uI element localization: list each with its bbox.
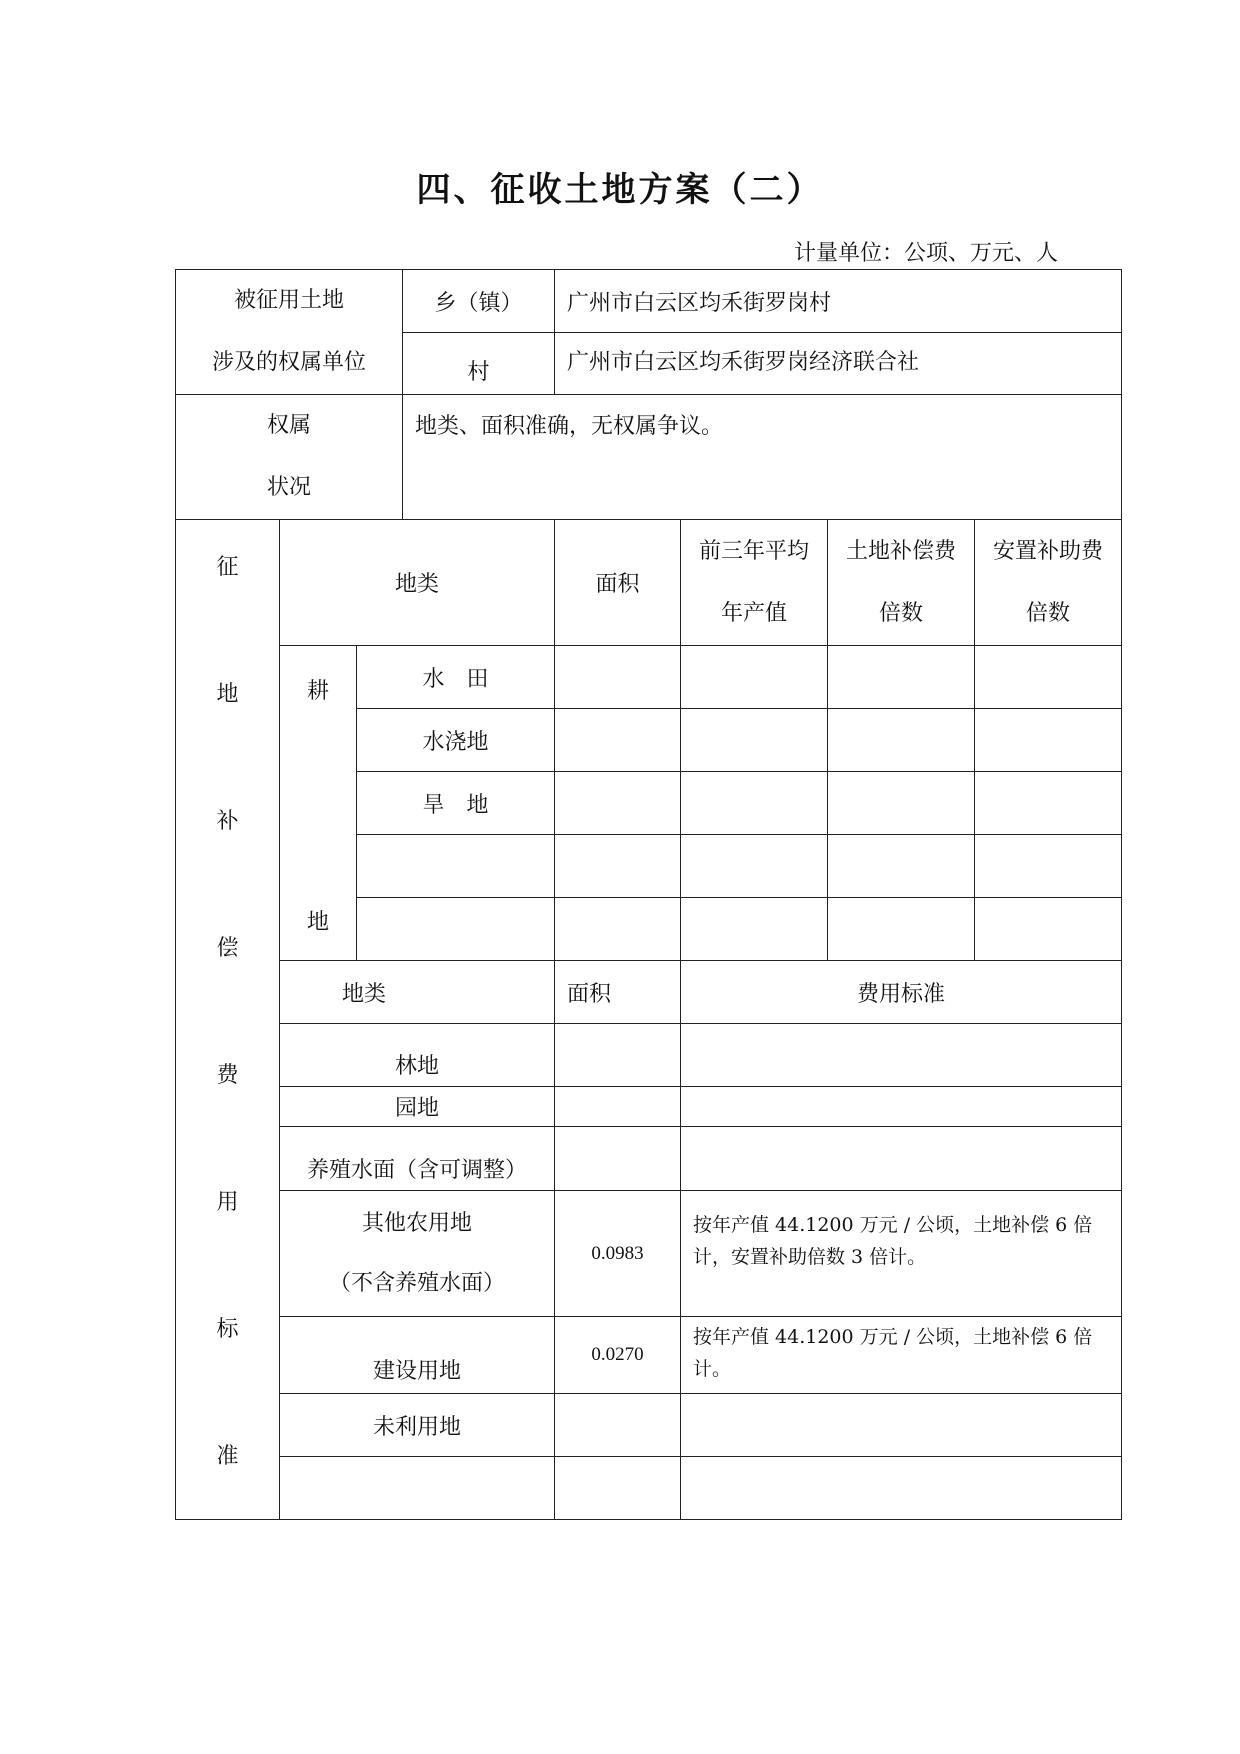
land-type: 林地 xyxy=(280,1024,555,1087)
land-type: 园地 xyxy=(280,1087,555,1127)
header2-area: 面积 xyxy=(555,961,681,1024)
cultivated-type xyxy=(357,835,555,898)
cell xyxy=(975,898,1122,961)
avg-output-line-2: 年产值 xyxy=(720,600,787,626)
land-type: 建设用地 xyxy=(280,1317,555,1394)
land-area: 0.0270 xyxy=(555,1317,681,1394)
cell xyxy=(681,835,828,898)
side-char-4: 偿 xyxy=(216,936,239,961)
village-value: 广州市白云区均禾街罗岗经济联合社 xyxy=(555,333,1122,395)
land-type-other-agri xyxy=(280,1191,555,1317)
header2-standard: 费用标准 xyxy=(681,961,1122,1024)
cell xyxy=(555,709,681,772)
header2-land-type: 地类 xyxy=(280,961,555,1024)
owner-label-line-1: 被征用土地 xyxy=(233,288,344,313)
resettle-multiple-line-1: 安置补助费 xyxy=(993,538,1104,564)
land-standard xyxy=(681,1087,1122,1127)
cell xyxy=(975,772,1122,835)
land-type-line-2: （不含养殖水面） xyxy=(328,1270,505,1296)
cell xyxy=(555,646,681,709)
cultivated-char-2: 地 xyxy=(306,910,329,935)
land-standard xyxy=(681,1457,1122,1520)
land-multiple-line-1: 土地补偿费 xyxy=(845,538,956,564)
table-row xyxy=(176,646,1122,709)
ownership-status-label xyxy=(176,395,403,520)
ownership-status-value: 地类、面积准确，无权属争议。 xyxy=(403,395,1122,520)
header-land-multiple xyxy=(828,520,975,646)
cell xyxy=(681,898,828,961)
cultivated-type: 水浇地 xyxy=(357,709,555,772)
header-resettle-multiple xyxy=(975,520,1122,646)
cultivated-type: 旱 地 xyxy=(357,772,555,835)
cell xyxy=(681,709,828,772)
table-row xyxy=(176,1024,1122,1087)
land-standard xyxy=(681,1024,1122,1087)
document-title: 四、征收土地方案（二） xyxy=(416,170,824,210)
land-area xyxy=(555,1127,681,1191)
land-type: 未利用地 xyxy=(280,1394,555,1457)
village-label: 村 xyxy=(403,333,555,395)
measurement-unit: 计量单位：公项、万元、人 xyxy=(793,241,1058,266)
side-char-8: 准 xyxy=(216,1444,239,1469)
table-row xyxy=(176,1087,1122,1127)
cell xyxy=(828,709,975,772)
cell xyxy=(975,646,1122,709)
township-label: 乡（镇） xyxy=(403,270,555,333)
land-type-line-1: 其他农用地 xyxy=(361,1210,472,1236)
header-land-type: 地类 xyxy=(280,520,555,646)
table-row xyxy=(176,1191,1122,1317)
land-standard: 按年产值 44.1200 万元 / 公顷，土地补偿 6 倍计。 xyxy=(681,1317,1122,1394)
land-standard: 按年产值 44.1200 万元 / 公顷，土地补偿 6 倍计，安置补助倍数 3 倍计。 xyxy=(681,1191,1122,1317)
compensation-side-label xyxy=(176,520,280,1520)
cell xyxy=(555,772,681,835)
table-row xyxy=(176,1394,1122,1457)
land-area xyxy=(555,1024,681,1087)
table-row xyxy=(176,1457,1122,1520)
owner-unit-label xyxy=(176,270,403,395)
side-char-6: 用 xyxy=(216,1190,239,1215)
land-area xyxy=(555,1087,681,1127)
cultivated-type xyxy=(357,898,555,961)
owner-label-line-2: 涉及的权属单位 xyxy=(211,350,366,375)
land-area xyxy=(555,1394,681,1457)
cell xyxy=(828,772,975,835)
side-char-3: 补 xyxy=(216,809,239,834)
cell xyxy=(975,709,1122,772)
avg-output-line-1: 前三年平均 xyxy=(698,538,809,564)
land-area xyxy=(555,1457,681,1520)
header-avg-output xyxy=(681,520,828,646)
township-value: 广州市白云区均禾街罗岗村 xyxy=(555,270,1122,333)
status-label-line-1: 权属 xyxy=(266,413,311,438)
land-standard xyxy=(681,1127,1122,1191)
table-row xyxy=(176,1127,1122,1191)
cell xyxy=(681,646,828,709)
cell xyxy=(828,898,975,961)
cell xyxy=(828,646,975,709)
land-type: 养殖水面（含可调整） xyxy=(280,1127,555,1191)
land-area: 0.0983 xyxy=(555,1191,681,1317)
side-char-7: 标 xyxy=(216,1317,239,1342)
cell xyxy=(975,835,1122,898)
cultivated-type: 水 田 xyxy=(357,646,555,709)
table-row xyxy=(176,1317,1122,1394)
resettle-multiple-line-2: 倍数 xyxy=(1026,600,1071,626)
side-char-1: 征 xyxy=(216,555,239,580)
side-char-2: 地 xyxy=(216,682,239,707)
cell xyxy=(828,835,975,898)
cell xyxy=(555,898,681,961)
side-char-5: 费 xyxy=(216,1063,239,1088)
land-multiple-line-2: 倍数 xyxy=(878,600,923,626)
status-label-line-2: 状况 xyxy=(266,475,311,500)
cell xyxy=(555,835,681,898)
cultivated-char-1: 耕 xyxy=(306,679,329,704)
cultivated-land-label xyxy=(280,646,357,961)
land-type xyxy=(280,1457,555,1520)
land-acquisition-table xyxy=(175,269,1122,1520)
land-standard xyxy=(681,1394,1122,1457)
cell xyxy=(681,772,828,835)
header-area: 面积 xyxy=(555,520,681,646)
